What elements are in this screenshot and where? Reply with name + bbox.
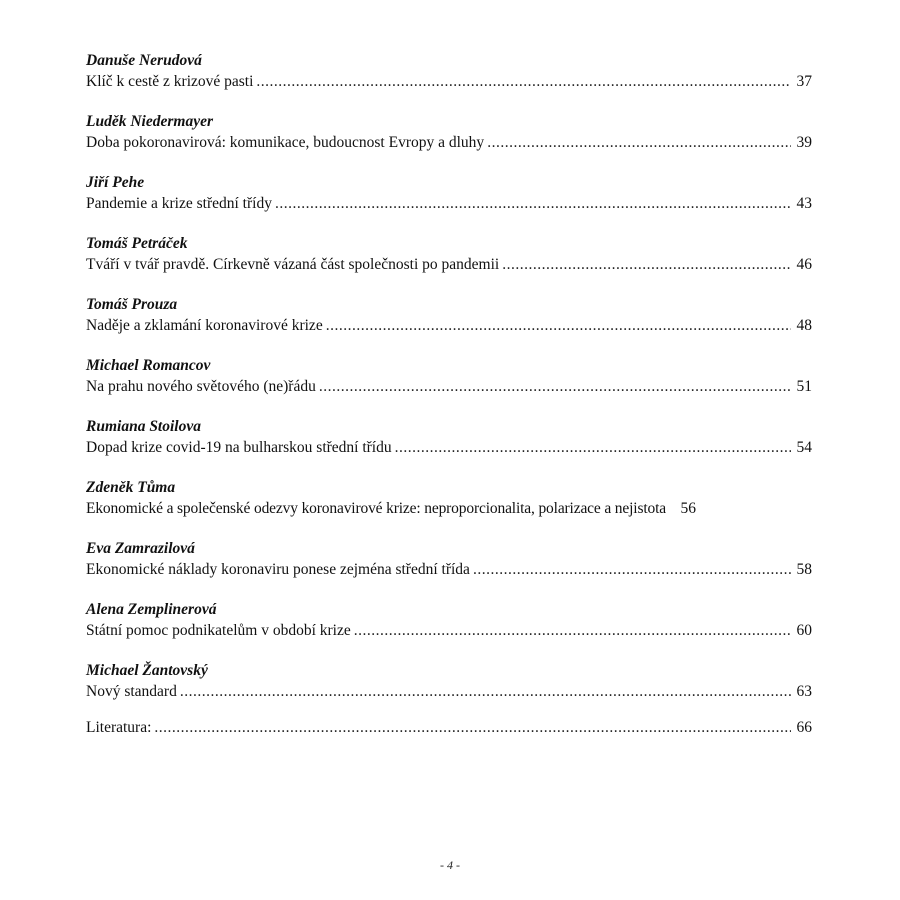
toc-entry-stoilova bbox=[86, 416, 812, 459]
toc-leader-dots bbox=[154, 717, 791, 739]
toc-entry-zemplinerova bbox=[86, 599, 812, 642]
toc-title: Nový standard bbox=[86, 683, 177, 700]
toc-page-number: 54 bbox=[796, 439, 812, 456]
toc-entry-prouza bbox=[86, 294, 812, 337]
toc-author: Jiří Pehe bbox=[86, 174, 145, 191]
toc-page-number: 58 bbox=[796, 561, 812, 578]
toc-page-number: 43 bbox=[796, 195, 812, 212]
toc-line bbox=[86, 376, 812, 398]
toc-title: Na prahu nového světového (ne)řádu bbox=[86, 378, 316, 395]
toc-author: Michael Žantovský bbox=[86, 662, 208, 679]
table-of-contents bbox=[86, 50, 812, 739]
toc-title: Dopad krize covid-19 na bulharskou střední třídu bbox=[86, 439, 392, 456]
page-number-footer: - 4 - bbox=[440, 858, 460, 872]
toc-title: Doba pokoronavirová: komunikace, budoucnost Evropy a dluhy bbox=[86, 134, 485, 151]
toc-entry-zantovsky bbox=[86, 660, 812, 703]
toc-leader-dots bbox=[487, 132, 791, 154]
toc-author: Alena Zemplinerová bbox=[86, 601, 217, 618]
toc-page-number: 39 bbox=[796, 134, 812, 151]
toc-leader-dots bbox=[354, 620, 791, 642]
toc-author: Danuše Nerudová bbox=[86, 52, 202, 69]
toc-line bbox=[86, 71, 812, 93]
toc-title: Literatura: bbox=[86, 719, 152, 736]
toc-page-number: 48 bbox=[796, 317, 812, 334]
toc-page-number: 60 bbox=[796, 622, 812, 639]
toc-entry-petracek bbox=[86, 233, 812, 276]
toc-title: Státní pomoc podnikatelům v období krize bbox=[86, 622, 351, 639]
toc-line bbox=[86, 620, 812, 642]
toc-page-number: 37 bbox=[796, 73, 812, 90]
toc-entry-niedermayer bbox=[86, 111, 812, 154]
toc-author: Zdeněk Tůma bbox=[86, 479, 176, 496]
toc-author: Tomáš Prouza bbox=[86, 296, 178, 313]
toc-title: Ekonomické náklady koronaviru ponese zejména střední třída bbox=[86, 561, 470, 578]
toc-line bbox=[86, 681, 812, 703]
toc-leader-dots bbox=[473, 559, 791, 581]
toc-entry-romancov bbox=[86, 355, 812, 398]
toc-author: Luděk Niedermayer bbox=[86, 113, 213, 130]
toc-leader-dots bbox=[395, 437, 791, 459]
toc-entry-literatura bbox=[86, 717, 812, 739]
toc-line bbox=[86, 254, 812, 276]
toc-entry-tuma bbox=[86, 477, 812, 520]
toc-title: Tváří v tvář pravdě. Církevně vázaná část společnosti po pandemii bbox=[86, 256, 500, 273]
toc-line bbox=[86, 559, 812, 581]
toc-title: Naděje a zklamání koronavirové krize bbox=[86, 317, 323, 334]
toc-author: Rumiana Stoilova bbox=[86, 418, 201, 435]
toc-leader-dots bbox=[319, 376, 791, 398]
toc-line bbox=[86, 717, 812, 739]
toc-title: Klíč k cestě z krizové pasti bbox=[86, 73, 254, 90]
toc-entry-pehe bbox=[86, 172, 812, 215]
toc-title: Pandemie a krize střední třídy bbox=[86, 195, 272, 212]
toc-leader-dots bbox=[275, 193, 791, 215]
toc-leader-dots bbox=[256, 71, 791, 93]
toc-line bbox=[86, 132, 812, 154]
toc-leader-dots bbox=[326, 315, 791, 337]
toc-line bbox=[86, 193, 812, 215]
toc-page-number: 51 bbox=[796, 378, 812, 395]
toc-line bbox=[86, 498, 812, 520]
toc-author: Eva Zamrazilová bbox=[86, 540, 195, 557]
toc-author: Tomáš Petráček bbox=[86, 235, 188, 252]
toc-line bbox=[86, 437, 812, 459]
toc-page-number: 46 bbox=[796, 256, 812, 273]
toc-page-number: 63 bbox=[796, 683, 812, 700]
toc-leader-dots bbox=[502, 254, 791, 276]
toc-entry-zamrazilova bbox=[86, 538, 812, 581]
toc-author: Michael Romancov bbox=[86, 357, 211, 374]
toc-entry-nerudova bbox=[86, 50, 812, 93]
toc-line bbox=[86, 315, 812, 337]
toc-page-number: 66 bbox=[796, 719, 812, 736]
toc-leader-dots bbox=[180, 681, 791, 703]
toc-title: Ekonomické a společenské odezvy koronavirové krize: neproporcionalita, polarizace a nejistota bbox=[86, 500, 666, 517]
toc-page-number: 56 bbox=[680, 500, 696, 517]
